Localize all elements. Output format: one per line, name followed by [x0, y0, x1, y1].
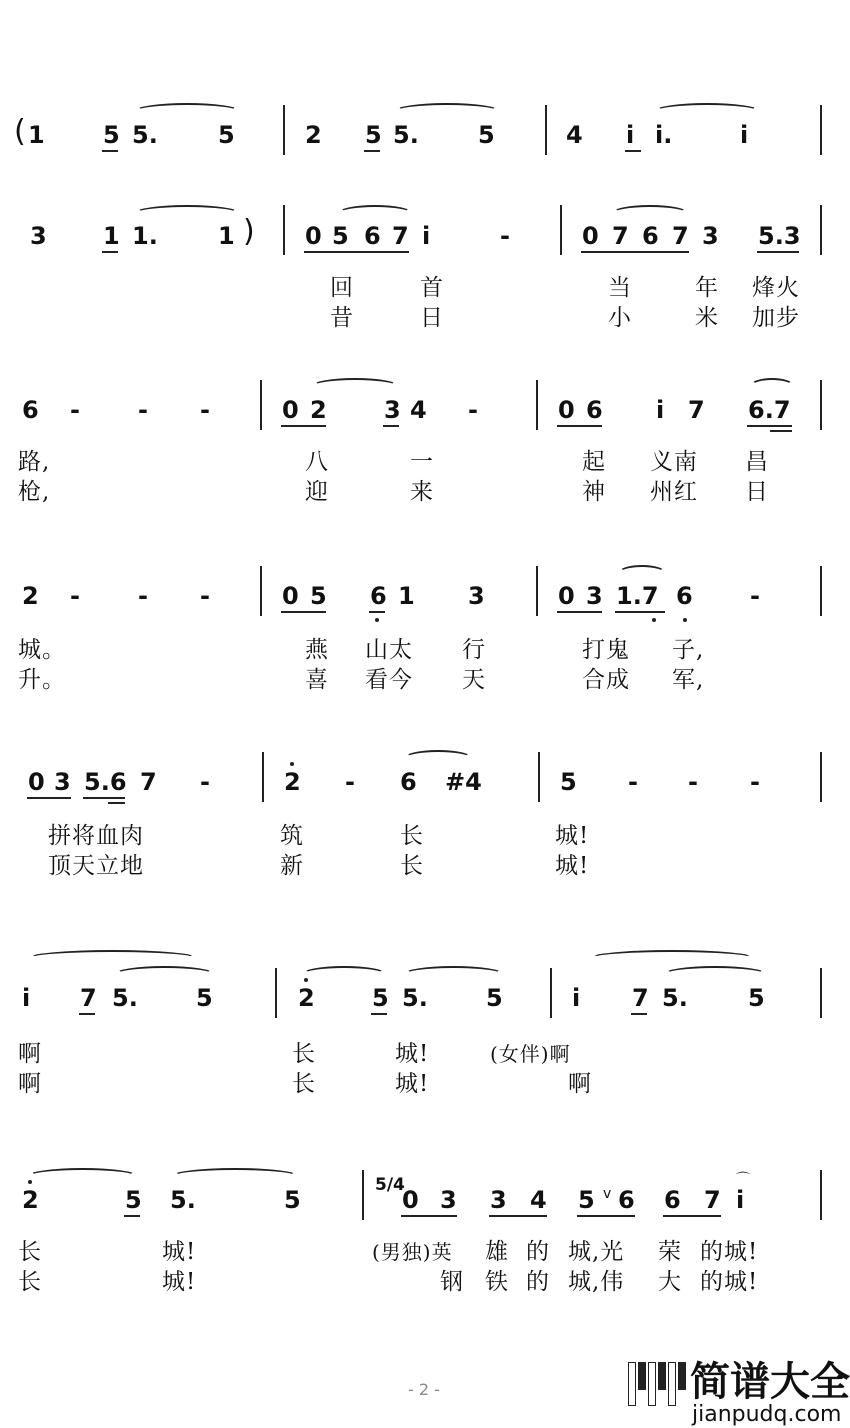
slur	[302, 966, 386, 982]
note: 0	[402, 1186, 419, 1214]
lyric: 城,光	[568, 1239, 625, 1265]
underline	[770, 430, 792, 432]
lyric: 打鬼	[582, 637, 630, 663]
slur	[115, 966, 214, 982]
note: 7	[632, 984, 649, 1012]
note: 0	[558, 396, 575, 424]
lyric: 城,伟	[568, 1269, 625, 1295]
note: -	[200, 396, 210, 424]
lyric: 小	[608, 305, 632, 331]
underline	[557, 611, 602, 613]
slur	[618, 565, 666, 581]
lyric: 啊	[568, 1071, 592, 1097]
note: 2	[298, 984, 315, 1012]
note: #4	[445, 768, 482, 796]
barline	[260, 380, 262, 430]
lyric: 长	[18, 1269, 42, 1295]
note: -	[750, 582, 760, 610]
lyric: 当	[608, 275, 632, 301]
note: 1.7	[616, 582, 659, 610]
note: 3	[586, 582, 603, 610]
note: 5	[196, 984, 213, 1012]
lyric: 的城!	[700, 1269, 759, 1295]
lyric: 山太	[365, 637, 413, 663]
slur	[612, 205, 688, 221]
barline	[275, 968, 277, 1018]
note: -	[138, 396, 148, 424]
lyric: 的	[526, 1269, 550, 1295]
underline	[663, 1215, 721, 1217]
note: 6	[586, 396, 603, 424]
logo-title: 简谱大全	[690, 1359, 850, 1405]
fermata-icon: ⌒	[736, 1172, 750, 1188]
lyric: 八	[305, 449, 329, 475]
lyric: 日	[745, 479, 769, 505]
barline	[820, 566, 822, 616]
lyric: 合成	[582, 667, 630, 693]
barline	[820, 752, 822, 802]
lyric: 子,	[672, 637, 705, 663]
lyric: 日	[420, 305, 444, 331]
note: 6	[664, 1186, 681, 1214]
note: 5	[125, 1186, 142, 1214]
lyric: 城!	[395, 1071, 430, 1097]
note: 6	[642, 222, 659, 250]
note: 5	[578, 1186, 595, 1214]
lyric: 枪,	[18, 479, 51, 505]
note: -	[200, 582, 210, 610]
underline	[364, 150, 380, 152]
note: 4	[566, 121, 583, 149]
underline	[383, 425, 399, 427]
lyric: 烽火	[752, 275, 800, 301]
underline	[79, 1013, 95, 1015]
note: -	[688, 768, 698, 796]
note: 6	[618, 1186, 635, 1214]
note: 7	[392, 222, 409, 250]
lyric: 首	[420, 275, 444, 301]
lyric: 长	[292, 1071, 316, 1097]
piano-keys-icon	[628, 1362, 688, 1406]
note: i	[626, 121, 635, 149]
slur	[655, 103, 759, 119]
underline	[369, 611, 385, 613]
underline	[102, 251, 118, 253]
barline	[283, 105, 285, 155]
note: 3	[490, 1186, 507, 1214]
lyric: 城!	[555, 823, 590, 849]
note: -	[500, 222, 510, 250]
lyric: 起	[582, 449, 606, 475]
barline	[820, 968, 822, 1018]
slur	[135, 205, 239, 221]
lyric: 长	[292, 1041, 316, 1067]
lyric: 回	[330, 275, 354, 301]
barline	[820, 205, 822, 255]
lyric: 长	[18, 1239, 42, 1265]
lyric: 的城!	[700, 1239, 759, 1265]
slur	[750, 378, 794, 394]
underline	[83, 797, 125, 799]
underline	[281, 611, 326, 613]
barline	[538, 752, 540, 802]
note: 0	[582, 222, 599, 250]
note: 7	[688, 396, 705, 424]
note: i	[736, 1186, 745, 1214]
barline	[560, 205, 562, 255]
note: 4	[530, 1186, 547, 1214]
logo-url: jianpudq.com	[692, 1402, 842, 1427]
note: i	[656, 396, 665, 424]
lyric: 拼将血肉	[48, 823, 144, 849]
note: 1	[103, 222, 120, 250]
high-octave-dot	[290, 762, 294, 766]
note: 3	[440, 1186, 457, 1214]
note: 3	[30, 222, 47, 250]
lyric: 长	[400, 823, 424, 849]
note: 1	[218, 222, 235, 250]
underline	[581, 251, 689, 253]
lyric: 昔	[330, 305, 354, 331]
slur	[590, 950, 754, 966]
lyric: 荣	[658, 1239, 682, 1265]
lyric: 啊	[18, 1041, 42, 1067]
low-octave-dot	[375, 618, 379, 622]
note: 2	[22, 1186, 39, 1214]
note: 2	[305, 121, 322, 149]
lyric: 燕	[305, 637, 329, 663]
lyric: 喜	[305, 667, 329, 693]
note: 6	[364, 222, 381, 250]
note: 6	[676, 582, 693, 610]
lyric: (男独)英	[372, 1240, 453, 1264]
note: 5	[103, 121, 120, 149]
lyric: 行	[462, 637, 486, 663]
lyric: 筑	[280, 823, 304, 849]
lyric: 升。	[18, 667, 66, 693]
barline	[362, 1170, 364, 1220]
lyric: 城。	[18, 637, 66, 663]
slur	[664, 966, 766, 982]
note: -	[345, 768, 355, 796]
note: -	[70, 582, 80, 610]
note: 7	[140, 768, 157, 796]
underline	[557, 425, 602, 427]
underline	[102, 150, 118, 152]
barline	[820, 380, 822, 430]
lyric: 天	[462, 667, 486, 693]
underline	[489, 1215, 547, 1217]
lyric: 城!	[162, 1269, 197, 1295]
slur	[404, 966, 503, 982]
slur	[172, 1168, 298, 1184]
note: 5	[478, 121, 495, 149]
note: 5	[748, 984, 765, 1012]
lyric: 啊	[18, 1071, 42, 1097]
note: -	[628, 768, 638, 796]
note: 0	[305, 222, 322, 250]
underline	[625, 150, 641, 152]
lyric: 钢	[440, 1269, 464, 1295]
note: 3	[54, 768, 71, 796]
lyric: 城!	[162, 1239, 197, 1265]
underline	[615, 611, 665, 613]
lyric: 的	[526, 1239, 550, 1265]
note: 0	[282, 582, 299, 610]
note: 5	[310, 582, 327, 610]
barline	[536, 380, 538, 430]
note: 5.	[402, 984, 428, 1012]
note: 5.	[170, 1186, 196, 1214]
note: 6.7	[748, 396, 791, 424]
barline	[536, 566, 538, 616]
barline	[545, 105, 547, 155]
lyric: 大	[658, 1269, 682, 1295]
lyric: 一	[410, 449, 434, 475]
note: 5	[332, 222, 349, 250]
time-signature: 5/4	[375, 1175, 405, 1195]
page-number: - 2 -	[408, 1380, 440, 1399]
note: 4	[410, 396, 427, 424]
underline	[124, 1215, 140, 1217]
underline	[27, 797, 71, 799]
note: 7	[704, 1186, 721, 1214]
note: 6	[400, 768, 417, 796]
note: 2	[310, 396, 327, 424]
note: -	[200, 768, 210, 796]
slur	[28, 1168, 137, 1184]
note: i	[22, 984, 31, 1012]
barline	[550, 968, 552, 1018]
note: 3	[468, 582, 485, 610]
note: 0	[558, 582, 575, 610]
note: 5.	[662, 984, 688, 1012]
lyric: 城!	[555, 853, 590, 879]
slur	[338, 205, 412, 221]
lyric: 长	[400, 853, 424, 879]
note: 0	[28, 768, 45, 796]
barline	[283, 205, 285, 255]
note: 5	[486, 984, 503, 1012]
note: 2	[22, 582, 39, 610]
lyric: 路,	[18, 449, 51, 475]
note: 7	[80, 984, 97, 1012]
barline	[260, 566, 262, 616]
note: 6	[370, 582, 387, 610]
note: 5.	[112, 984, 138, 1012]
lyric: 看今	[365, 667, 413, 693]
note: 3	[702, 222, 719, 250]
slur	[404, 750, 472, 766]
underline	[371, 1013, 387, 1015]
note: 1	[28, 121, 45, 149]
slur	[135, 103, 239, 119]
note: 0	[282, 396, 299, 424]
lyric: 铁	[485, 1269, 509, 1295]
lyric: 城!	[395, 1041, 430, 1067]
note: 5	[372, 984, 389, 1012]
slur	[28, 950, 197, 966]
lyric: 来	[410, 479, 434, 505]
note: 5.3	[758, 222, 801, 250]
note: 1.	[132, 222, 158, 250]
barline	[820, 105, 822, 155]
repeat-bracket-open: (	[14, 114, 26, 149]
barline	[820, 1170, 822, 1220]
lyric: 米	[695, 305, 719, 331]
lyric: 昌	[745, 449, 769, 475]
note: 5.6	[84, 768, 127, 796]
note: -	[138, 582, 148, 610]
lyric: 州红	[650, 479, 698, 505]
note: 2	[284, 768, 301, 796]
note: -	[468, 396, 478, 424]
note: -	[750, 768, 760, 796]
low-octave-dot	[652, 618, 656, 622]
note: 3	[384, 396, 401, 424]
note: -	[70, 396, 80, 424]
lyric: 义南	[650, 449, 698, 475]
note: i.	[655, 121, 673, 149]
note: 7	[672, 222, 689, 250]
note: 5	[284, 1186, 301, 1214]
underline	[747, 425, 792, 427]
lyric: 顶天立地	[48, 853, 144, 879]
repeat-bracket-close: )	[243, 214, 255, 249]
underline	[304, 251, 409, 253]
note: 5.	[132, 121, 158, 149]
slur	[395, 103, 499, 119]
breath-mark: v	[603, 1186, 612, 1202]
note: 5	[560, 768, 577, 796]
note: i	[422, 222, 431, 250]
low-octave-dot	[683, 618, 687, 622]
underline	[108, 802, 125, 804]
note: 6	[22, 396, 39, 424]
lyric: 年	[695, 275, 719, 301]
note: 5.	[393, 121, 419, 149]
underline	[577, 1215, 635, 1217]
note: 1	[398, 582, 415, 610]
lyric: 新	[280, 853, 304, 879]
lyric: 加步	[752, 305, 800, 331]
barline	[262, 752, 264, 802]
note: 5	[218, 121, 235, 149]
note: 7	[612, 222, 629, 250]
slur	[312, 378, 398, 394]
note: 5	[365, 121, 382, 149]
lyric: 雄	[485, 1239, 509, 1265]
lyric: 神	[582, 479, 606, 505]
underline	[401, 1215, 457, 1217]
lyric: 军,	[672, 667, 705, 693]
underline	[757, 251, 799, 253]
lyric: (女伴)啊	[490, 1042, 571, 1066]
lyric: 迎	[305, 479, 329, 505]
note: i	[572, 984, 581, 1012]
note: i	[740, 121, 749, 149]
underline	[631, 1013, 647, 1015]
underline	[281, 425, 326, 427]
